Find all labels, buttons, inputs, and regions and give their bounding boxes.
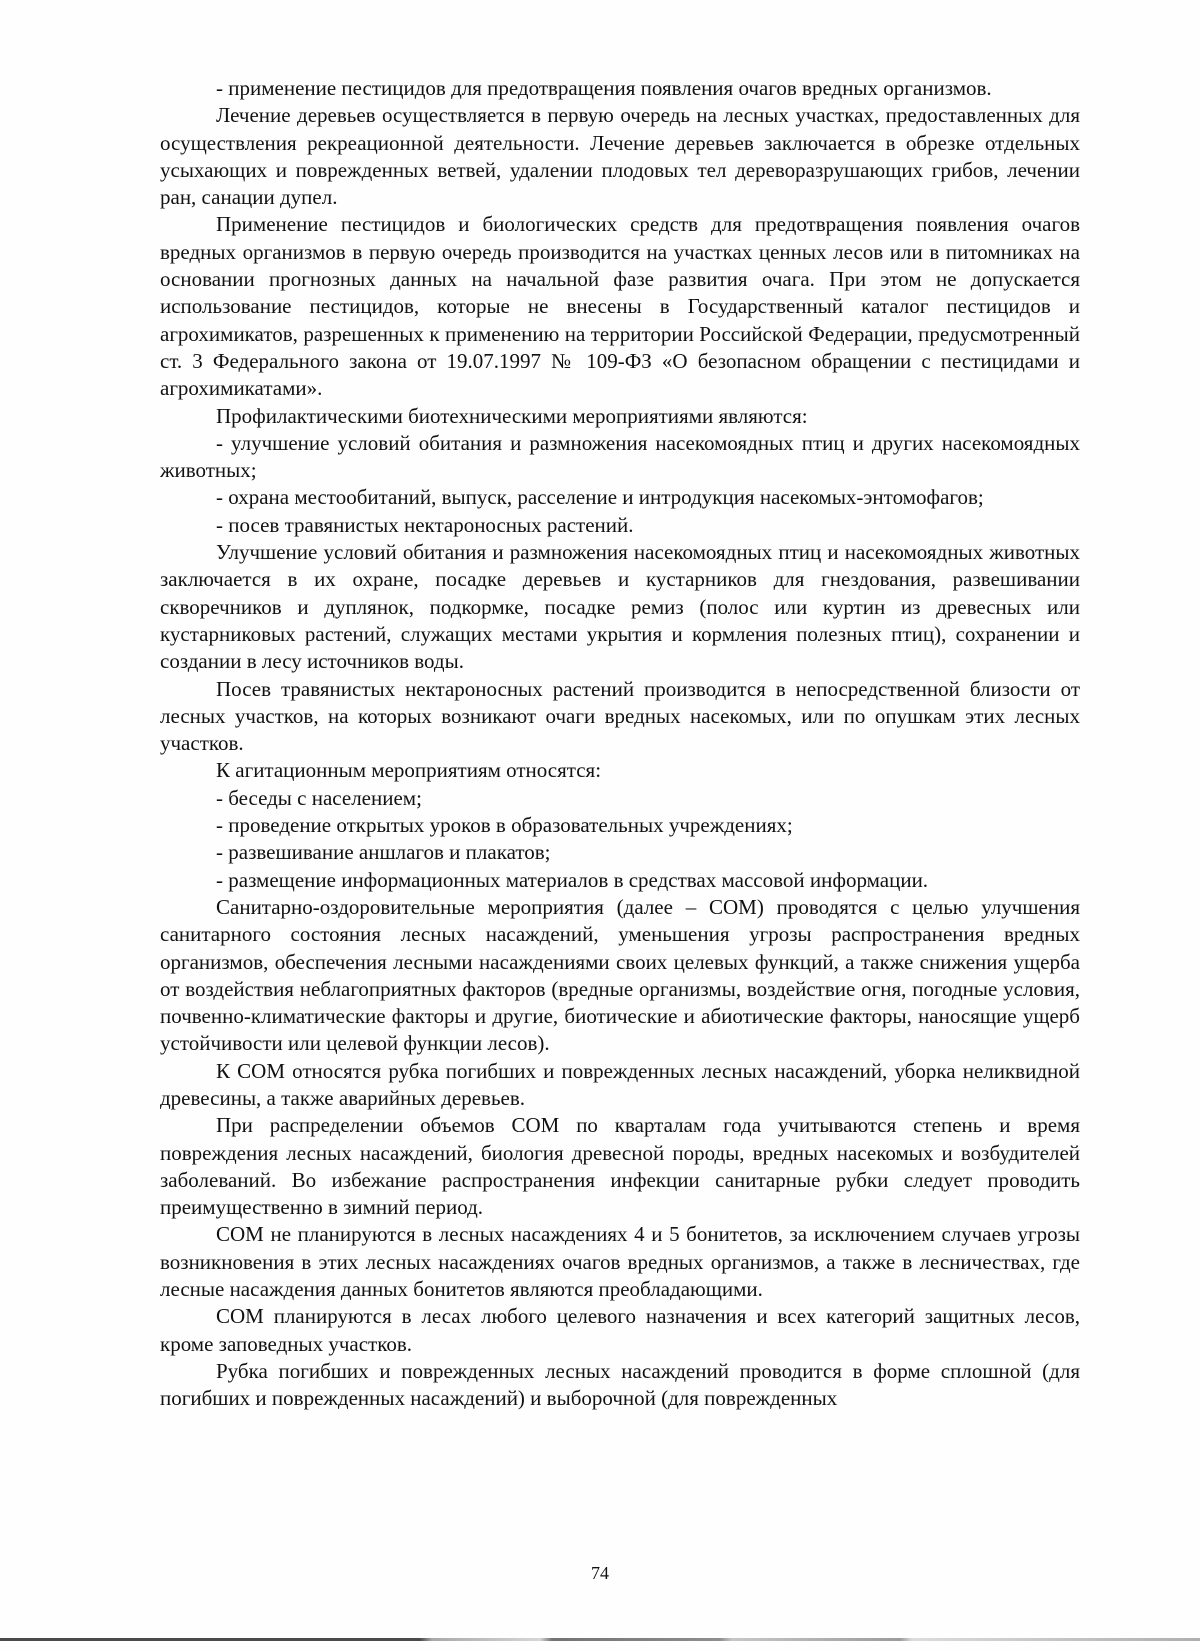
paragraph-17: При распределении объемов СОМ по кварталам года учитываются степень и время повреждения лесных насаждений, биология древесной породы, вредных насекомых и возбудителей заболеваний. Во избежание распространения инфекции санитарные рубки следует проводить преимущественно в зимний период.: [160, 1113, 1080, 1220]
paragraph-2: Лечение деревьев осуществляется в первую очередь на лесных участках, предоставленных для осуществления рекреационной деятельности. Лечение деревьев заключается в обрезке отдельных усыхающих и поврежденных ветвей, удалении плодовых тел дереворазрушающих грибов, лечении ран, санации дупел.: [160, 103, 1080, 210]
paragraph-1: - применение пестицидов для предотвращения появления очагов вредных организмов.: [216, 76, 992, 100]
paragraph-9: Посев травянистых нектароносных растений производится в непосредственной близости от лесных участков, на которых возникают очаги вредных насекомых, или по опушкам этих лесных участков.: [160, 676, 1080, 756]
paragraph-19: СОМ планируются в лесах любого целевого назначения и всех категорий защитных лесов, кроме заповедных участков.: [160, 1304, 1080, 1356]
paragraph-16: К СОМ относятся рубка погибших и поврежденных лесных насаждений, уборка неликвидной древесины, а также аварийных деревьев.: [160, 1058, 1080, 1110]
document-body: [160, 75, 1080, 1413]
paragraph-20: Рубка погибших и поврежденных лесных насаждений проводится в форме сплошной (для погибших и поврежденных насаждений) и выборочной (для поврежденных: [160, 1358, 1080, 1411]
paragraph-12: - проведение открытых уроков в образовательных учреждениях;: [216, 813, 793, 838]
scan-edge-line: [0, 1638, 1200, 1641]
paragraph-3: Применение пестицидов и биологических средств для предотвращения появления очагов вредных организмов в первую очередь производится на участках ценных лесов или в питомниках на основании прогнозных данных на начальной фазе развития очага. При этом не допускается использование пестицидов, которые не внесены в Государственный каталог пестицидов и агрохимикатов, разрешенных к применению на территории Российской Федерации, предусмотренный ст. 3 Федерального закона от 19.07.1997 № 109-ФЗ «О безопасном обращении с пестицидами и агрохимикатами».: [160, 212, 1080, 401]
paragraph-11: - беседы с населением;: [216, 785, 422, 810]
paragraph-13: - развешивание аншлагов и плакатов;: [216, 840, 551, 865]
paragraph-5: - улучшение условий обитания и размножения насекомоядных птиц и других насекомоядных животных;: [160, 430, 1080, 483]
paragraph-10: К агитационным мероприятиям относятся:: [216, 758, 602, 783]
paragraph-7: - посев травянистых нектароносных растений.: [216, 512, 634, 537]
paragraph-4: Профилактическими биотехническими мероприятиями являются:: [216, 403, 808, 428]
page-number: 74: [591, 1563, 609, 1583]
paragraph-18: СОМ не планируются в лесных насаждениях 4 и 5 бонитетов, за исключением случаев угрозы возникновения в этих лесных насаждениях очагов вредных организмов, а также в лесничествах, где лесные насаждения данных бонитетов являются преобладающими.: [160, 1222, 1080, 1302]
paragraph-8: Улучшение условий обитания и размножения насекомоядных птиц и насекомоядных животных заключается в их охране, посадке деревьев и кустарников для гнездования, развешивании скворечников и дуплянок, подкормке, посадке ремиз (полос или куртин из древесных или кустарниковых растений, служащих местами укрытия и кормления полезных птиц), сохранении и создании в лесу источников воды.: [160, 540, 1080, 674]
paragraph-6: - охрана местообитаний, выпуск, расселение и интродукция насекомых-энтомофагов;: [216, 485, 984, 510]
paragraph-15: Санитарно-оздоровительные мероприятия (далее – СОМ) проводятся с целью улучшения санитарного состояния лесных насаждений, уменьшения угрозы распространения вредных организмов, обеспечения лесными насаждениями своих целевых функций, а также снижения ущерба от воздействия неблагоприятных факторов (вредные организмы, воздействие огня, погодные условия, почвенно-климатические факторы и другие, биотические и абиотические факторы, наносящие ущерб устойчивости или целевой функции лесов).: [160, 894, 1080, 1056]
paragraph-14: - размещение информационных материалов в средствах массовой информации.: [216, 867, 929, 892]
